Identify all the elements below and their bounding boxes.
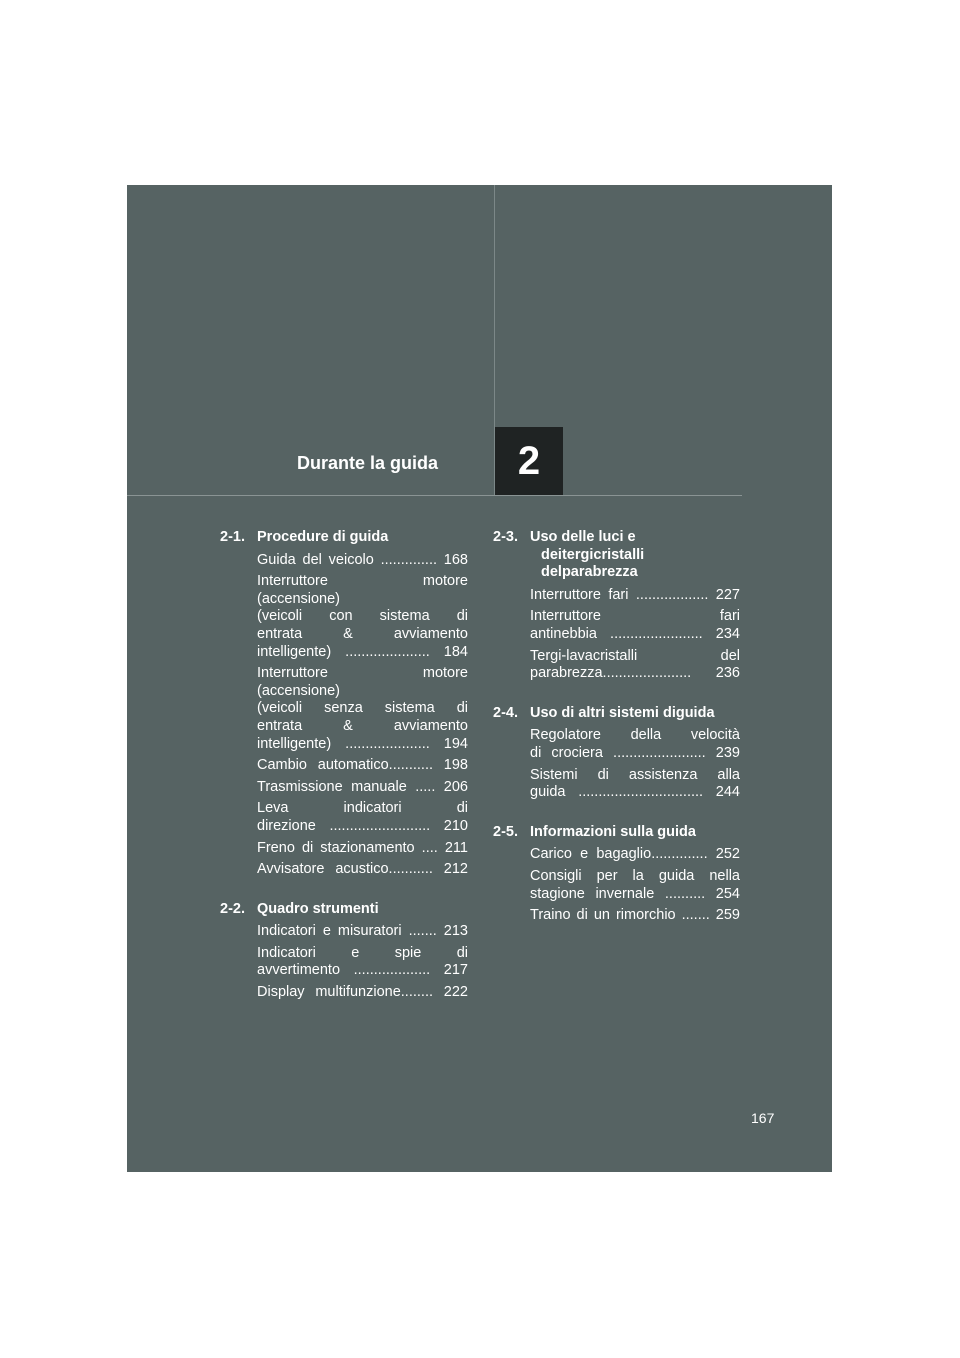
toc-entry[interactable]: Trasmissione manuale ..... 206 — [257, 778, 468, 795]
toc-section — [220, 529, 468, 879]
toc-entry[interactable]: Indicatori e misuratori ....... 213 — [257, 923, 468, 940]
toc-entry[interactable]: Cambio automatico........... 198 — [257, 757, 468, 774]
toc-entry[interactable]: Interruttore motore (accensione) (veicoli con sistema di entrata & avviamento intelligente) ..................... 184 — [257, 573, 468, 660]
toc-entry[interactable]: Indicatori e spie di avvertimento ................... 217 — [257, 944, 468, 979]
toc-column-left — [220, 529, 468, 1024]
section-number: 2-2. — [220, 900, 245, 917]
toc-entry[interactable]: Interruttore fari .................. 227 — [530, 586, 740, 603]
toc-entry[interactable]: Interruttore fari antinebbia ....................... 234 — [530, 608, 740, 642]
toc-section — [220, 901, 468, 1002]
toc-entry[interactable]: Carico e bagaglio.............. 252 — [530, 846, 740, 863]
section-number: 2-1. — [220, 529, 245, 545]
toc-entry[interactable]: Regolatore della velocità di crociera ....................... 239 — [530, 727, 740, 761]
section-heading — [493, 705, 740, 723]
section-title: Informazioni sulla guida — [530, 823, 696, 840]
toc-entry[interactable]: Consigli per la guida nella stagione invernale .......... 254 — [530, 867, 740, 902]
divider-horizontal — [127, 495, 742, 496]
toc-entry[interactable]: Display multifunzione........ 222 — [257, 984, 468, 1001]
toc-entry[interactable]: Traino di un rimorchio ....... 259 — [530, 907, 740, 924]
section-title: Procedure di guida — [257, 529, 389, 545]
chapter-title: Durante la guida — [296, 453, 438, 473]
section-title: Uso di altri sistemi diguida — [530, 704, 715, 721]
toc-entry[interactable]: Leva indicatori di direzione ......................... 210 — [257, 800, 468, 834]
toc-section — [493, 824, 740, 925]
section-number: 2-3. — [493, 529, 518, 545]
section-title: Uso delle luci e deitergicristalli delparabrezza — [530, 529, 645, 581]
toc-entry[interactable]: Avvisatore acustico........... 212 — [257, 861, 468, 878]
toc-entry[interactable]: Freno di stazionamento .... 211 — [257, 839, 468, 856]
section-number: 2-4. — [493, 704, 518, 721]
toc-entry[interactable]: Guida del veicolo .............. 168 — [257, 551, 468, 568]
toc-section — [493, 529, 740, 683]
page-number: 167 — [751, 1110, 775, 1126]
toc-entry[interactable]: Interruttore motore (accensione) (veicoli senza sistema di entrata & avviamento intelligente) ..................... 194 — [257, 665, 468, 752]
section-heading — [220, 901, 468, 919]
section-title: Quadro strumenti — [257, 900, 379, 917]
toc-entry[interactable]: Sistemi di assistenza alla guida ............................... 244 — [530, 766, 740, 801]
toc-section — [493, 705, 740, 802]
section-heading — [493, 824, 740, 842]
section-number: 2-5. — [493, 823, 518, 840]
toc-entry[interactable]: Tergi-lavacristalli del parabrezza...................... 236 — [530, 647, 740, 682]
chapter-number-badge — [495, 427, 563, 495]
chapter-number: 2 — [517, 438, 541, 483]
section-heading — [220, 529, 468, 547]
section-heading — [493, 529, 740, 582]
toc-column-right — [493, 529, 740, 947]
